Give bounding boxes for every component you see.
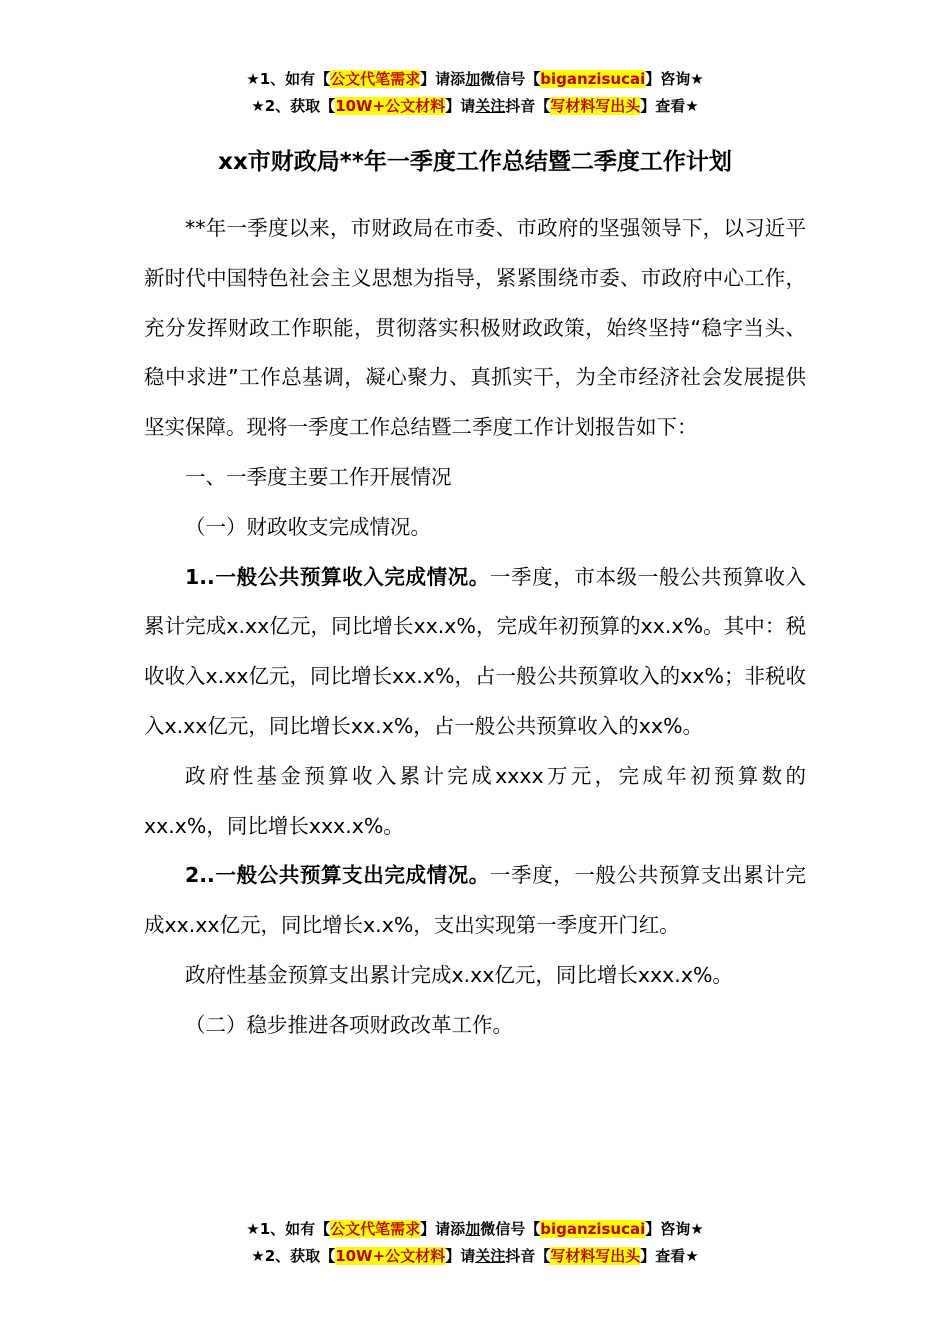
subsection-heading-2: （二）稳步推进各项财政改革工作。: [185, 1012, 513, 1037]
promo-line-2: ★2、获取【10W+公文材料】请关注抖音【写材料写出头】查看★: [251, 1247, 699, 1265]
highlight-wechat-id: biganzisucai: [540, 1220, 646, 1238]
promo-line-2: ★2、获取【10W+公文材料】请关注抖音【写材料写出头】查看★: [251, 97, 699, 115]
item-1-body: 一季度，市本级一般公共预算收入累计完成x.xx亿元，同比增长xx.x%，完成年初预算的xx.x%。其中：税收收入x.xx亿元，同比增长xx.x%，占一般公共预算收入的xx%；非税收入x.xx亿元，同比增长xx.x%，占一般公共预算收入的xx%。: [144, 564, 806, 738]
highlight-service: 公文代笔需求: [330, 1220, 421, 1238]
highlight-materials: 10W+公文材料: [335, 97, 446, 115]
highlight-materials: 10W+公文材料: [335, 1247, 446, 1265]
item-2-body: 一季度，一般公共预算支出累计完成xx.xx亿元，同比增长x.x%，支出实现第一季度开门红。: [144, 863, 806, 938]
highlight-douyin: 写材料写出头: [550, 97, 641, 115]
highlight-wechat-id: biganzisucai: [540, 70, 646, 88]
fund-income-paragraph: 政府性基金预算收入累计完成xxxx万元，完成年初预算数的xx.x%，同比增长xxx.x%。: [144, 763, 806, 838]
item-1-heading: 1..一般公共预算收入完成情况。: [185, 564, 490, 589]
subsection-heading-1: （一）财政收支完成情况。: [185, 514, 431, 539]
promo-line-1: ★1、如有【公文代笔需求】请添加微信号【biganzisucai】咨询★: [246, 1220, 704, 1238]
promo-banner-bottom: [0, 1216, 950, 1270]
item-2-paragraph: [144, 851, 806, 951]
intro-paragraph: **年一季度以来，市财政局在市委、市政府的坚强领导下，以习近平新时代中国特色社会主义思想为指导，紧紧围绕市委、市政府中心工作，充分发挥财政工作职能，贯彻落实积极财政政策，始终坚持“稳字当头、稳中求进”工作总基调，凝心聚力、真抓实干，为全市经济社会发展提供坚实保障。现将一季度工作总结暨二季度工作计划报告如下：: [144, 216, 806, 440]
fund-expense-paragraph: 政府性基金预算支出累计完成x.xx亿元，同比增长xxx.x%。: [185, 962, 733, 987]
item-2-heading: 2..一般公共预算支出完成情况。: [185, 863, 490, 888]
document-title: xx市财政局**年一季度工作总结暨二季度工作计划: [218, 149, 732, 175]
promo-banner-top: [0, 66, 950, 120]
document-body: [144, 204, 806, 1051]
item-1-paragraph: [144, 553, 806, 752]
section-heading-1: 一、一季度主要工作开展情况: [185, 464, 452, 489]
promo-line-1: ★1、如有【公文代笔需求】请添加微信号【biganzisucai】咨询★: [246, 70, 704, 88]
highlight-douyin: 写材料写出头: [550, 1247, 641, 1265]
highlight-service: 公文代笔需求: [330, 70, 421, 88]
